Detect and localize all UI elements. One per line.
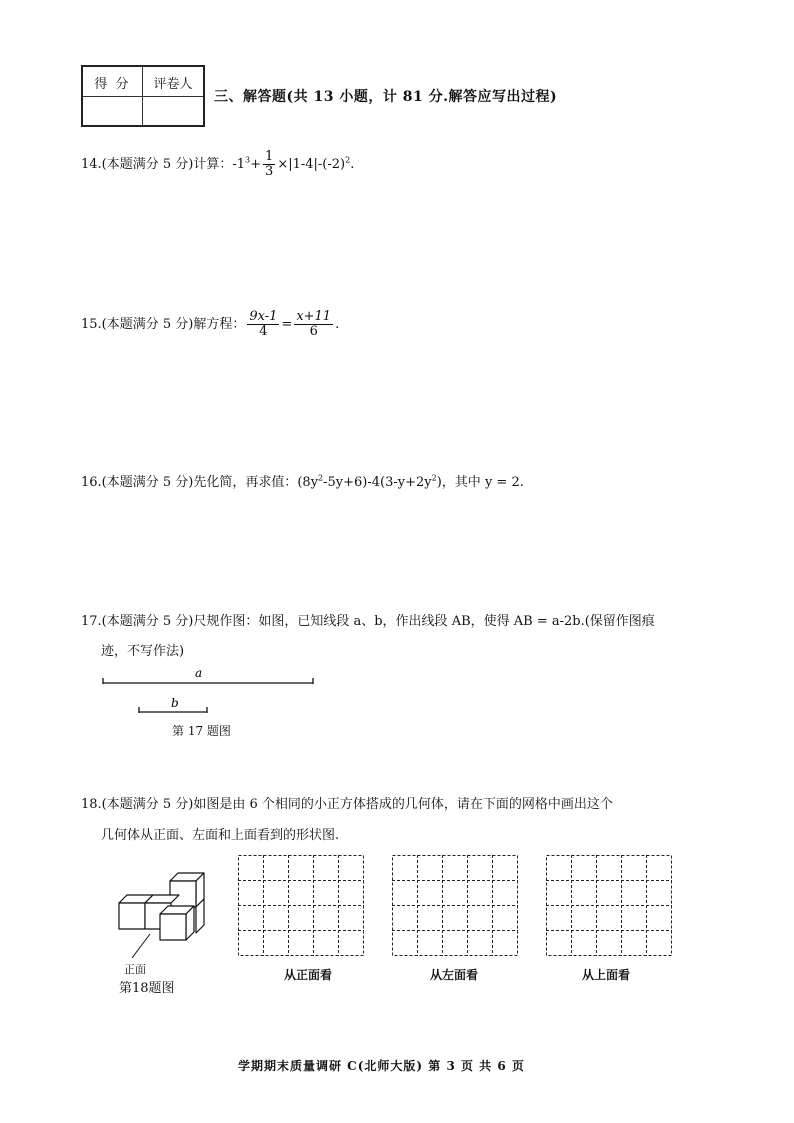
grid-top-caption: 从上面看 [582, 968, 631, 982]
q14-answer-area[interactable] [81, 190, 713, 300]
question-18-line2: 几何体从正面、左面和上面看到的形状图. [101, 828, 340, 843]
section-title: 三、解答题(共 13 小题，计 81 分.解答应写出过程) [214, 89, 558, 105]
q15-answer-area[interactable] [81, 350, 713, 460]
grid-top-view[interactable] [546, 855, 672, 957]
q14-fraction: $\frac{1}{3}$ [265, 149, 274, 179]
question-16: 16.(本题满分 5 分)先化简，再求值：$(8y^2-5y+6)-4(3-y+2y^2)$，其中 y = 2. [81, 473, 524, 490]
segment-b-label: b [171, 696, 179, 710]
score-input-cell[interactable] [83, 97, 142, 125]
segment-figure [95, 665, 325, 725]
question-18-line1: 18.(本题满分 5 分)如图是由 6 个相同的小正方体搭成的几何体，请在下面的网格中画出这个 [81, 797, 613, 812]
q15-prefix: 15.(本题满分 5 分)解方程： [81, 317, 246, 332]
question-14: 14.(本题满分 5 分)计算：$-1^3+$ $\frac{1}{3}$ $\times|1-4|-(-2)^2$. [81, 149, 355, 179]
figure-18-caption: 第18题图 [119, 981, 175, 996]
grid-left-view[interactable] [392, 855, 518, 957]
question-17-line1: 17.(本题满分 5 分)尺规作图：如图，已知线段 a、b，作出线段 AB，使得 AB = a-2b.(保留作图痕 [81, 614, 655, 629]
segment-b [139, 696, 207, 713]
grid-front-caption: 从正面看 [284, 968, 333, 982]
q16-answer-area[interactable] [81, 500, 713, 595]
score-table [81, 65, 205, 127]
page-footer: 学期期末质量调研 C(北师大版) 第 3 页 共 6 页 [238, 1059, 525, 1073]
front-label: 正面 [124, 963, 146, 976]
grid-front-view[interactable] [238, 855, 364, 957]
segment-a [103, 666, 313, 684]
grid-left-caption: 从左面看 [430, 968, 479, 982]
q15-lhs-fraction: $\frac{9x-1}{4}$ [249, 309, 278, 339]
question-15: 15.(本题满分 5 分)解方程： $\frac{9x-1}{4}$ = $\frac{x+11}{6}$ . [81, 309, 340, 339]
segment-a-label: a [195, 666, 203, 680]
score-header: 得 分 [94, 77, 131, 92]
q15-rhs-fraction: $\frac{x+11}{6}$ [296, 309, 332, 339]
grader-input-cell[interactable] [143, 97, 203, 125]
q14-prefix: 14.(本题满分 5 分)计算： [81, 157, 233, 172]
figure-17-caption: 第 17 题图 [172, 724, 231, 738]
grader-header: 评卷人 [153, 77, 193, 92]
question-17-line2: 迹，不写作法) [101, 644, 185, 659]
